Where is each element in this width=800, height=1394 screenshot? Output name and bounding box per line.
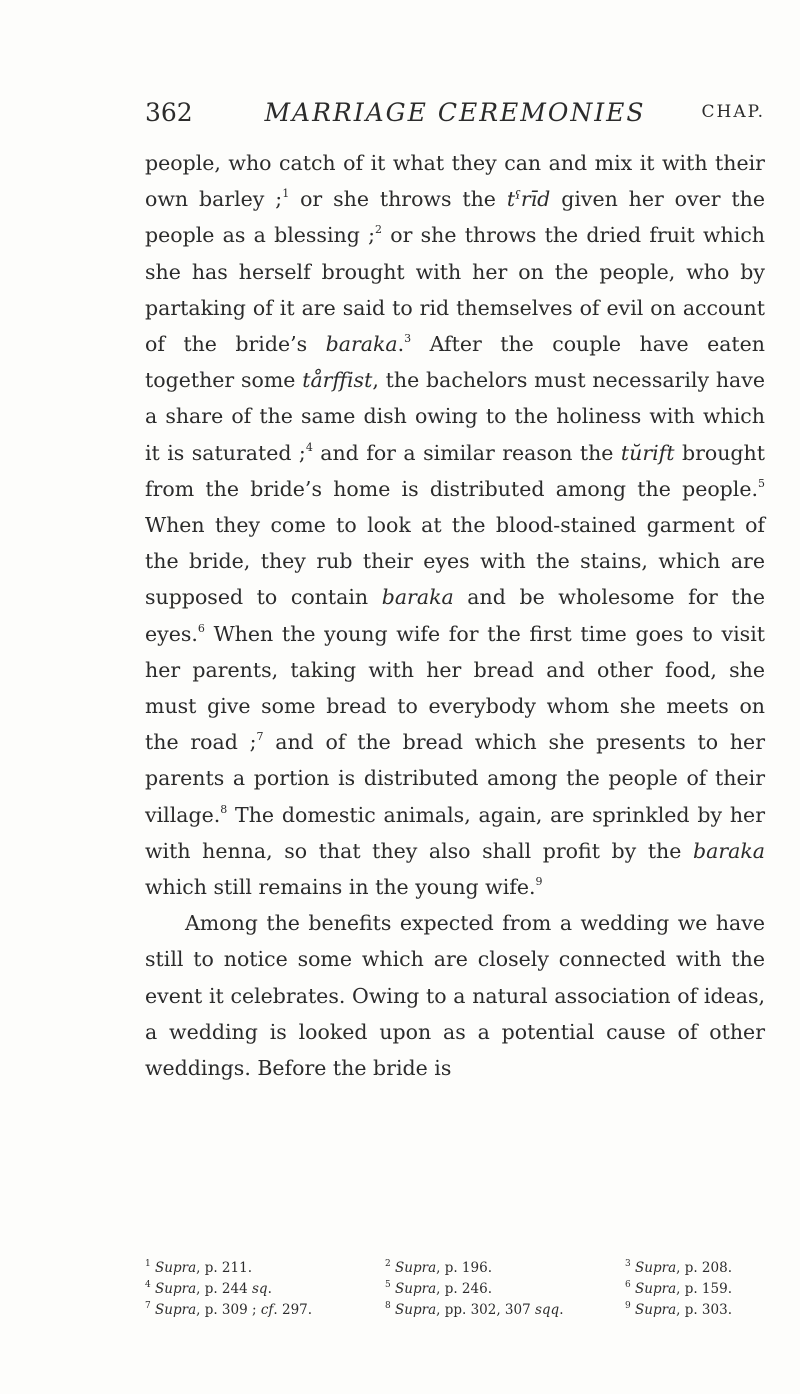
footnote-ref: 4 [305,440,313,454]
paragraph-1 [145,145,765,905]
footnote-number: 2 [385,1259,391,1269]
footnote-ref-word: Supra [635,1302,677,1318]
text-run: and be wholesome for the eyes. [145,585,765,646]
footnote [385,1258,625,1279]
italic-term: baraka [325,332,398,357]
page-number: 362 [145,98,193,127]
italic-term: tårffist [302,368,373,393]
footnote-abbrev: sq [252,1281,268,1297]
footnote-text: , p. 244 [196,1281,252,1297]
footnote-text: , p. 309 ; [196,1302,261,1318]
text-run: When they come to look at the blood-stained garment of the bride, they rub their eyes with the stains, which are supposed to contain [145,513,765,610]
footnote-text: . 297. [273,1302,313,1318]
text-run: When the young wife for the first time goes to visit her parents, taking with her bread and other food, she must give some bread to everybody whom she meets on the road ; [145,621,765,755]
footnote-ref-word: Supra [395,1302,437,1318]
footnote-number: 5 [385,1280,391,1290]
footnote-number: 6 [625,1280,631,1290]
paragraph-2: Among the benefits expected from a wedding we have still to notice some which are closely connected with the event it celebrates. Owing to a natural association of ideas, a wedding is looked upon as a potential cause of other weddings. Before the bride is [145,911,765,1081]
footnote-ref: 9 [535,875,543,889]
text-run: The domestic animals, again, are sprinkled by her with henna, so that they also shall profit by the [145,802,765,863]
footnotes [145,1258,765,1321]
running-head [145,98,765,138]
footnote-text: , p. 246. [436,1281,492,1297]
footnote-ref: 7 [256,730,264,744]
footnote-ref: 5 [758,476,765,490]
footnote-ref: 1 [282,187,290,201]
footnote-number: 9 [625,1301,631,1311]
footnote [145,1279,385,1300]
footnote-text: , p. 159. [676,1281,732,1297]
italic-term: baraka [381,585,454,610]
footnote [625,1279,765,1300]
body-text [145,145,765,1086]
text-run: brought from the bride’s home is distributed among the people. [145,440,765,501]
footnote-ref-word: Supra [155,1260,197,1276]
footnote-row [145,1300,765,1321]
footnote-text: , p. 196. [436,1260,492,1276]
footnote-text: , pp. 302, 307 [436,1302,535,1318]
footnote-row [145,1258,765,1279]
footnote-number: 3 [625,1259,631,1269]
text-run: , the bachelors must necessarily have a share of the same dish owing to the holiness with which it is saturated ; [145,368,765,465]
footnote-ref-word: Supra [155,1281,197,1297]
footnote-ref-word: Supra [395,1260,437,1276]
footnote-text: , p. 211. [196,1260,252,1276]
footnote [385,1300,625,1321]
text-run: . [397,332,405,357]
chapter-title: MARRIAGE CEREMONIES [264,98,646,127]
text-run: and for a similar reason the [312,440,621,465]
footnote-ref-word: Supra [635,1260,677,1276]
footnote-ref: 6 [197,621,205,635]
footnote-ref-word: Supra [395,1281,437,1297]
footnote-ref-word: Supra [635,1281,677,1297]
footnote-ref: 3 [404,332,412,346]
footnote-number: 4 [145,1280,151,1290]
text-run: people, who catch of it what they can and mix it with their own barley ; [145,151,765,212]
footnote [145,1300,385,1321]
text-run: After the couple have eaten together some [145,332,765,393]
italic-term: baraka [692,838,765,863]
italic-term: tˁrīd [506,187,551,212]
footnote [145,1258,385,1279]
footnote-text: . [267,1281,272,1297]
footnote-abbrev: sqq [534,1302,560,1318]
footnote-abbrev: cf [260,1302,274,1318]
footnote-text: , p. 208. [676,1260,732,1276]
footnote [385,1279,625,1300]
footnote [625,1258,765,1279]
text-run: or she throws the dried fruit which she has herself brought with her on the people, who by partaking of it are said to rid themselves of evil on account of the bride’s [145,223,765,357]
text-run: or she throws the [289,187,507,212]
chap-label: CHAP. [701,102,765,122]
text-run: given her over the people as a blessing ; [145,187,765,248]
footnote-ref: 2 [374,223,382,237]
text-run: and of the bread which she presents to her parents a portion is distributed among the people of their village. [145,730,765,827]
footnote-number: 1 [145,1259,151,1269]
footnote-row [145,1279,765,1300]
footnote-text: , p. 303. [676,1302,732,1318]
footnote-ref: 8 [220,802,228,816]
footnote-number: 7 [145,1301,151,1311]
footnote [625,1300,765,1321]
text-run: which still remains in the young wife. [145,875,536,900]
italic-term: tŭrift [620,440,675,465]
footnote-text: . [559,1302,564,1318]
footnote-number: 8 [385,1301,391,1311]
footnote-ref-word: Supra [155,1302,197,1318]
